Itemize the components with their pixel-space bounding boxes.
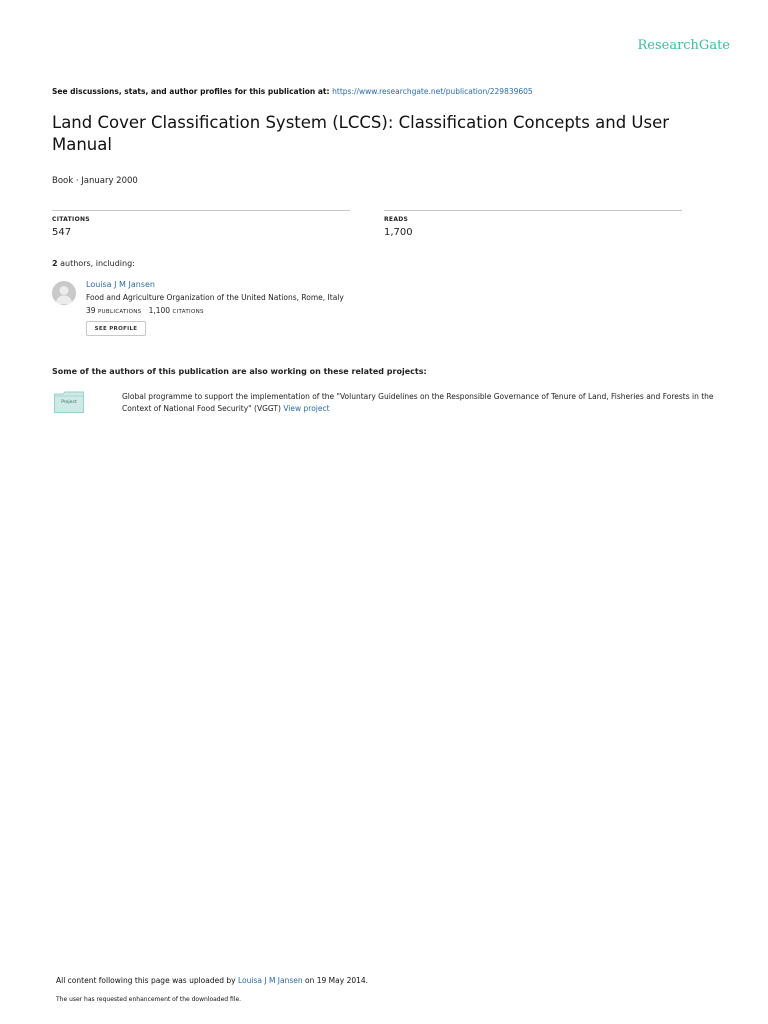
avatar[interactable] <box>52 281 76 305</box>
citations-value: 547 <box>52 227 72 238</box>
author-publications-label: PUBLICATIONS <box>97 309 142 315</box>
uploader-link[interactable]: Louisa J M Jansen <box>237 976 303 985</box>
author-publications-count: 39 <box>86 306 96 315</box>
project-icon-label: Project <box>61 400 77 405</box>
upload-suffix: on 19 May 2014. <box>305 976 369 985</box>
reads-divider <box>384 210 682 211</box>
upload-note <box>56 976 368 985</box>
related-projects-heading: Some of the authors of this publication are also working on these related projects: <box>52 367 427 376</box>
author-affiliation: Food and Agriculture Organization of the United Nations, Rome, Italy <box>86 293 344 302</box>
project-title: Global programme to support the implementation of the "Voluntary Guidelines on the Responsible Governance of Tenure of Land, Fisheries and Forests in the Context of National Food Security" (VGGT) <box>122 392 714 413</box>
upload-prefix: All content following this page was uploaded by <box>56 976 236 985</box>
enhancement-note: The user has requested enhancement of the downloaded file. <box>56 996 242 1003</box>
publication-meta: Book · January 2000 <box>52 176 138 186</box>
discussions-prefix: See discussions, stats, and author profiles for this publication at: <box>52 87 330 96</box>
author-stats <box>86 306 204 315</box>
discussions-line <box>52 87 533 96</box>
view-project-link[interactable]: View project <box>283 403 330 413</box>
publication-url-link[interactable]: https://www.researchgate.net/publication/229839605 <box>332 87 533 96</box>
reads-label: READS <box>384 216 409 223</box>
authors-heading-suffix: authors, including: <box>57 259 135 268</box>
author-name-link[interactable]: Louisa J M Jansen <box>86 280 155 289</box>
reads-value: 1,700 <box>384 227 413 238</box>
authors-heading <box>52 259 135 268</box>
project-folder-icon[interactable] <box>54 391 84 413</box>
default-avatar-icon <box>52 281 76 305</box>
researchgate-logo[interactable]: ResearchGate <box>637 38 730 53</box>
author-citations-count: 1,100 <box>148 306 171 315</box>
citations-label: CITATIONS <box>52 216 90 223</box>
publication-title: Land Cover Classification System (LCCS): Classification Concepts and User Manual <box>52 113 670 154</box>
citations-divider <box>52 210 350 211</box>
see-profile-button[interactable]: SEE PROFILE <box>86 321 146 336</box>
author-citations-label: CITATIONS <box>172 309 204 315</box>
authors-count: 2 <box>52 259 58 268</box>
project-description <box>122 391 722 414</box>
